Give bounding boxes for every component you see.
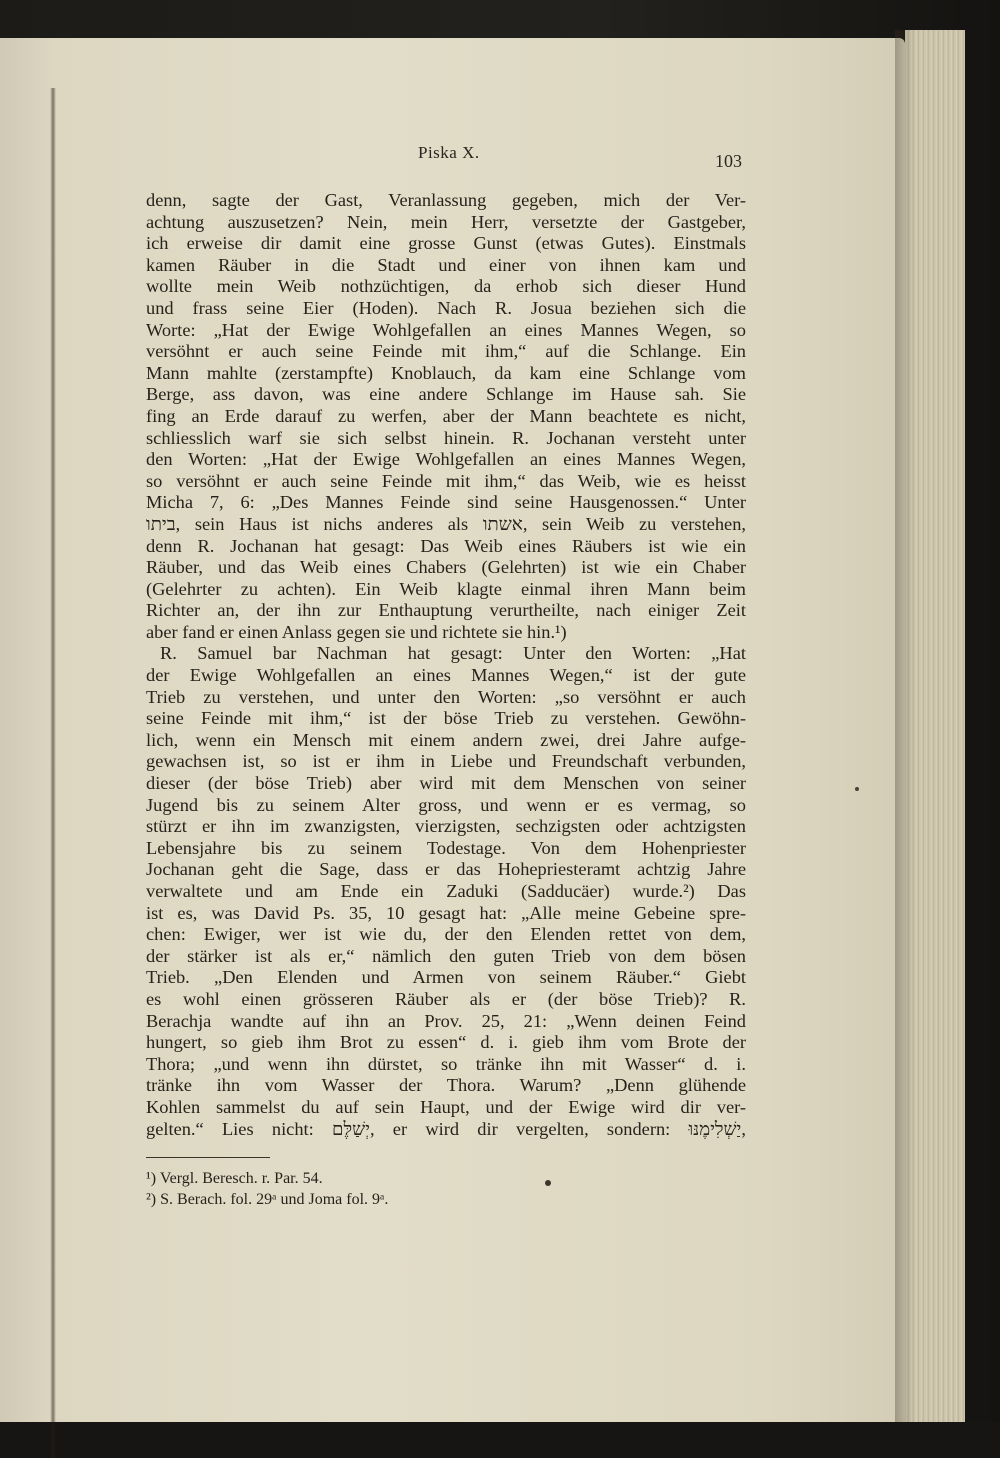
text-line: den Worten: „Hat der Ewige Wohlgefallen an eines Mannes Wegen, (146, 449, 746, 470)
footnote: ¹) Vergl. Beresch. r. Par. 54. (146, 1170, 323, 1187)
text-line: schliesslich warf sie sich selbst hinein. R. Jochanan versteht unter (146, 427, 746, 448)
text-line: Berge, ass davon, was eine andere Schlange im Hause sah. Sie (146, 384, 746, 405)
text-line: chen: Ewiger, wer ist wie du, der den Elenden rettet von dem, (146, 924, 746, 945)
text-line: kamen Räuber in die Stadt und einer von ihnen kam und (146, 254, 746, 275)
body-text (146, 190, 746, 1140)
text-line: Kohlen sammelst du auf sein Haupt, und der Ewige wird dir ver- (146, 1096, 746, 1117)
text-line: Jochanan geht die Sage, dass er das Hohepriesteramt achtzig Jahre (146, 859, 746, 880)
text-line: ist es, was David Ps. 35, 10 gesagt hat: „Alle meine Gebeine spre- (146, 902, 746, 923)
text-line: Berachja wandte auf ihn an Prov. 25, 21: „Wenn deinen Feind (146, 1010, 746, 1031)
text-line: Trieb. „Den Elenden und Armen von seinem Räuber.“ Giebt (146, 967, 746, 988)
text-line: Mann mahlte (zerstampfte) Knoblauch, da kam eine Schlange vom (146, 362, 746, 383)
text-line: seine Feinde mit ihm,“ ist der böse Trieb zu verstehen. Gewöhn- (146, 708, 746, 729)
text-line: aber fand er einen Anlass gegen sie und richtete sie hin.¹) (146, 621, 567, 642)
text-line: denn, sagte der Gast, Veranlassung gegeben, mich der Ver- (146, 190, 746, 210)
page-number: 103 (715, 151, 742, 171)
text-line: fing an Erde darauf zu werfen, aber der Mann beachtete es nicht, (146, 405, 746, 426)
text-line: dieser (der böse Trieb) aber wird mit dem Menschen von seiner (146, 773, 746, 794)
ink-dot (855, 787, 859, 791)
running-head: Piska X. (418, 143, 480, 162)
text-line: Richter an, der ihn zur Enthauptung verurtheilte, nach einiger Zeit (146, 600, 746, 621)
text-line: gelten.“ Lies nicht: יְשַׁלֶּם, er wird dir vergelten, sondern: יַשְׁלִימֶנּוּ, (146, 1118, 746, 1139)
text-line: Trieb zu verstehen, und unter den Worten: „so versöhnt er auch (146, 686, 746, 707)
page-edge-shadow (895, 30, 915, 1422)
text-line: verwaltete und am Ende ein Zaduki (Sadducäer) wurde.²) Das (146, 881, 746, 901)
footnote: ²) S. Berach. fol. 29ᵃ und Joma fol. 9ᵃ. (146, 1191, 389, 1208)
text-line: der Ewige Wohlgefallen an eines Mannes Wegen,“ ist der gute (146, 665, 746, 686)
text-line: es wohl einen grösseren Räuber als er (der böse Trieb)? R. (146, 988, 746, 1009)
text-line: Lebensjahre bis zu seinem Todestage. Von dem Hohenpriester (146, 837, 746, 858)
ink-smudge (545, 1180, 551, 1186)
text-line: R. Samuel bar Nachman hat gesagt: Unter den Worten: „Hat (160, 643, 746, 664)
text-line: tränke ihn vom Wasser der Thora. Warum? „Denn glühende (146, 1075, 746, 1096)
footnotes (146, 1168, 646, 1210)
text-line: und frass seine Eier (Hoden). Nach R. Josua beziehen sich die (146, 297, 746, 318)
text-line: (Gelehrter zu achten). Ein Weib klagte einmal ihren Mann beim (146, 578, 746, 599)
footnote-rule (146, 1157, 270, 1158)
binding-gutter (50, 88, 56, 1458)
text-line: lich, wenn ein Mensch mit einem andern zwei, drei Jahre aufge- (146, 729, 746, 750)
text-line: der stärker ist als er,“ nämlich den guten Trieb von dem bösen (146, 945, 746, 966)
text-line: Thora; „und wenn ihn dürstet, so tränke ihn mit Wasser“ d. i. (146, 1053, 746, 1074)
text-line: Jugend bis zu seinem Alter gross, und wenn er es vermag, so (146, 794, 746, 815)
text-line: gewachsen ist, so ist er ihm in Liebe und Freundschaft verbunden, (146, 751, 746, 772)
text-line: hungert, so gieb ihm Brot zu essen“ d. i. gieb ihm vom Brote der (146, 1032, 746, 1053)
text-line: wollte mein Weib nothzüchtigen, da erhob sich dieser Hund (146, 276, 746, 297)
text-line: Micha 7, 6: „Des Mannes Feinde sind seine Hausgenossen.“ Unter (146, 492, 746, 513)
text-line: ich erweise dir damit eine grosse Gunst (etwas Gutes). Einstmals (146, 233, 746, 254)
text-line: Räuber, und das Weib eines Chabers (Gelehrten) ist wie ein Chaber (146, 557, 746, 578)
text-line: so versöhnt er auch seine Feinde mit ihm,“ das Weib, wie es heisst (146, 470, 746, 491)
text-line: stürzt er ihn im zwanzigsten, vierzigsten, sechzigsten oder achtzigsten (146, 816, 746, 837)
text-line: achtung auszusetzen? Nein, mein Herr, versetzte der Gastgeber, (146, 211, 746, 232)
text-line: versöhnt er auch seine Feinde mit ihm,“ auf die Schlange. Ein (146, 341, 746, 362)
text-line: ביתו, sein Haus ist nichs anderes als אשתו, sein Weib zu verstehen, (146, 513, 746, 534)
text-line: Worte: „Hat der Ewige Wohlgefallen an eines Mannes Wegen, so (146, 319, 746, 340)
text-line: denn R. Jochanan hat gesagt: Das Weib eines Räubers ist wie ein (146, 535, 746, 556)
